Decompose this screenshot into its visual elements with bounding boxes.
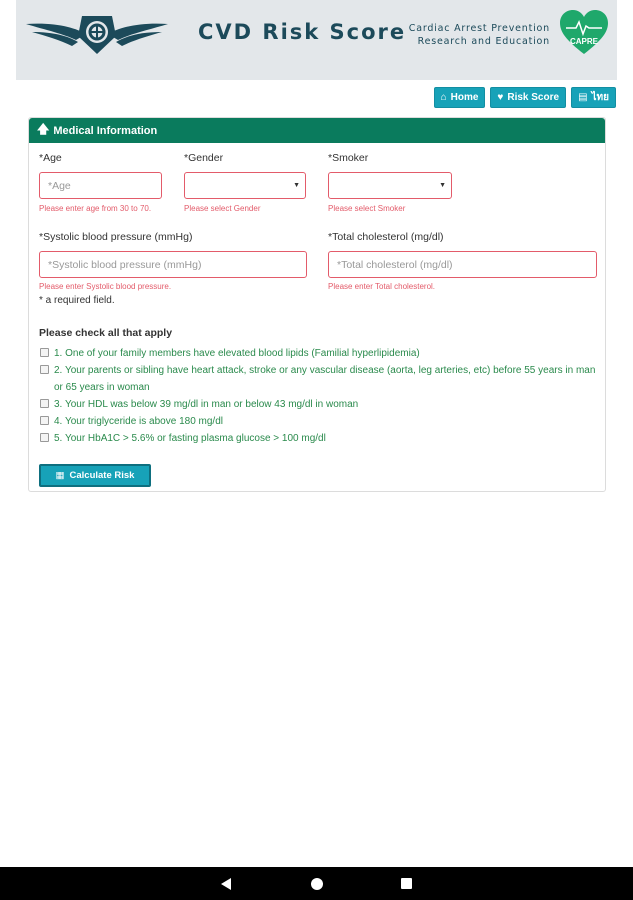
checklist-item-text: 1. One of your family members have elevated blood lipids (Familial hyperlipidemia): [54, 348, 420, 359]
org-line-1: Cardiac Arrest Prevention: [408, 23, 550, 34]
age-label: *Age: [39, 152, 62, 164]
checklist-item[interactable]: [40, 414, 596, 431]
capre-heart-logo: [560, 10, 608, 56]
checkbox[interactable]: [40, 348, 49, 357]
app-header-banner: [16, 0, 617, 80]
checkbox[interactable]: [40, 416, 49, 425]
checklist-title: Please check all that apply: [39, 327, 173, 339]
smoker-select[interactable]: [328, 172, 452, 199]
capre-label: CAPRE: [569, 37, 599, 46]
medical-information-card: [28, 117, 606, 492]
cholesterol-error: Please enter Total cholesterol.: [328, 282, 436, 291]
checklist-item[interactable]: [40, 346, 596, 363]
calculate-risk-label: Calculate Risk: [69, 470, 135, 481]
home-icon: ⌂: [440, 92, 447, 103]
checklist-item-text: 4. Your triglyceride is above 180 mg/dl: [54, 416, 223, 427]
checklist-item-text: 2. Your parents or sibling have heart attack, stroke or any vascular disease (aorta, leg arteries, etc) before 55 years in man or 65 years in woman: [54, 365, 596, 393]
risk-score-label: Risk Score: [507, 92, 560, 103]
home-button[interactable]: [434, 87, 486, 108]
arrow-up-icon: 🡅: [37, 122, 50, 136]
checklist-item[interactable]: [40, 431, 596, 448]
checkbox[interactable]: [40, 433, 49, 442]
language-icon: ▤: [578, 92, 588, 103]
language-button[interactable]: [571, 87, 616, 108]
sbp-input[interactable]: *Systolic blood pressure (mmHg): [39, 251, 307, 278]
card-title: Medical Information: [53, 124, 158, 137]
language-label: ไทย: [591, 92, 609, 103]
cholesterol-label: *Total cholesterol (mg/dl): [328, 231, 444, 243]
back-icon[interactable]: [221, 878, 231, 890]
sbp-label: *Systolic blood pressure (mmHg): [39, 231, 193, 243]
app-title: CVD Risk Score: [198, 20, 407, 44]
calculate-risk-button[interactable]: [39, 464, 151, 487]
card-header: [29, 118, 605, 143]
winged-emblem-logo: [26, 10, 168, 56]
home-label: Home: [450, 92, 479, 103]
org-line-2: Research and Education: [417, 36, 550, 47]
top-nav: [434, 87, 616, 108]
required-field-note: * a required field.: [39, 295, 115, 306]
checklist-item-text: 3. Your HDL was below 39 mg/dl in man or below 43 mg/dl in woman: [54, 399, 359, 410]
recents-square-icon[interactable]: [401, 878, 412, 889]
smoker-error: Please select Smoker: [328, 204, 406, 213]
system-navigation-bar: [0, 867, 633, 900]
checklist-item-text: 5. Your HbA1C > 5.6% or fasting plasma glucose > 100 mg/dl: [54, 433, 326, 444]
calculator-icon: ▦: [55, 470, 65, 481]
heart-icon: ♥: [497, 92, 504, 103]
gender-select[interactable]: [184, 172, 306, 199]
dropdown-arrow-icon: ▼: [293, 182, 300, 189]
organization-name: [392, 22, 550, 48]
age-input[interactable]: *Age: [39, 172, 162, 199]
age-error: Please enter age from 30 to 70.: [39, 204, 152, 213]
risk-score-button[interactable]: [490, 87, 566, 108]
smoker-label: *Smoker: [328, 152, 369, 164]
checklist-item[interactable]: [40, 363, 596, 396]
checkbox[interactable]: [40, 365, 49, 374]
dropdown-arrow-icon: ▼: [439, 182, 446, 189]
home-circle-icon[interactable]: [311, 878, 323, 890]
gender-error: Please select Gender: [184, 204, 261, 213]
cholesterol-input[interactable]: *Total cholesterol (mg/dl): [328, 251, 597, 278]
gender-label: *Gender: [184, 152, 224, 164]
sbp-error: Please enter Systolic blood pressure.: [39, 282, 172, 291]
checkbox[interactable]: [40, 399, 49, 408]
checklist-item[interactable]: [40, 397, 596, 414]
